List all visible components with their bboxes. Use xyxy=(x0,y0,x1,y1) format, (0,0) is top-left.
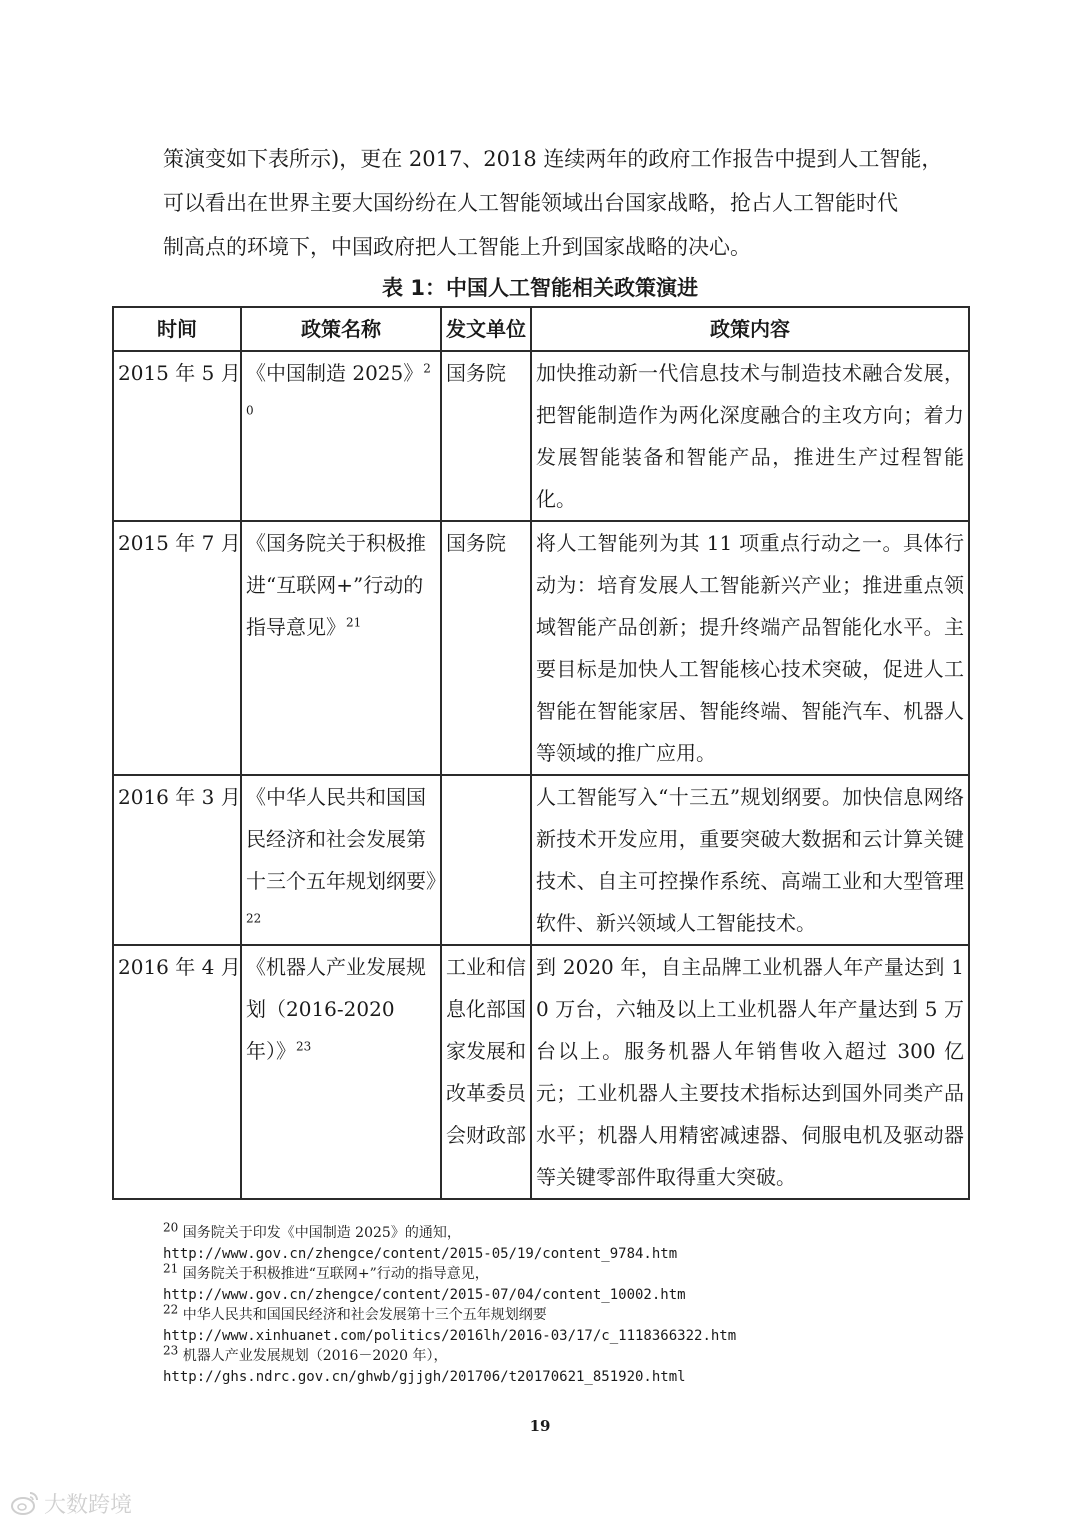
header-policy-name: 政策名称 xyxy=(241,307,441,351)
row-policy-name xyxy=(241,521,441,775)
watermark xyxy=(10,1488,132,1518)
row-time: 2016 年 4 月 xyxy=(113,945,241,1199)
footnote-url[interactable]: http://www.gov.cn/zhengce/content/2015-07/04/content_10002.htm xyxy=(163,1286,686,1303)
row-time: 2015 年 5 月 xyxy=(113,351,241,521)
header-time: 时间 xyxy=(113,307,241,351)
footnote-text: 中华人民共和国国民经济和社会发展第十三个五年规划纲要 xyxy=(182,1307,547,1323)
table-row xyxy=(113,945,969,1199)
header-issuer: 发文单位 xyxy=(441,307,531,351)
row-issuer xyxy=(441,775,531,945)
row-issuer: 工业和信息化部国家发展和改革委员会财政部 xyxy=(441,945,531,1199)
footnote-ref: 21 xyxy=(346,615,362,630)
intro-paragraph xyxy=(163,137,943,269)
policy-table xyxy=(112,306,970,1200)
row-policy-name xyxy=(241,945,441,1199)
table-row xyxy=(113,521,969,775)
row-issuer: 国务院 xyxy=(441,351,531,521)
footnote-text: 机器人产业发展规划（2016－2020 年）， xyxy=(182,1348,448,1364)
intro-line: 策演变如下表所示)，更在 2017、2018 连续两年的政府工作报告中提到人工智能， xyxy=(163,147,943,171)
table-caption: 表 1：中国人工智能相关政策演进 xyxy=(382,276,698,300)
table-header-row xyxy=(113,307,969,351)
table-row xyxy=(113,775,969,945)
intro-line: 可以看出在世界主要大国纷纷在人工智能领域出台国家战略，抢占人工智能时代 xyxy=(163,191,898,215)
row-content: 到 2020 年，自主品牌工业机器人年产量达到 10 万台，六轴及以上工业机器人年产量达到 5 万台以上。服务机器人年销售收入超过 300 亿元；工业机器人主要技术指标达到国外同类产品水平；机器人用精密减速器、伺服电机及驱动器等关键零部件取得重大突破。 xyxy=(531,945,969,1199)
row-content: 加快推动新一代信息技术与制造技术融合发展，把智能制造作为两化深度融合的主攻方向；着力发展智能装备和智能产品，推进生产过程智能化。 xyxy=(531,351,969,521)
table-row xyxy=(113,351,969,521)
page-number: 19 xyxy=(529,1417,551,1435)
policy-name-text: 《机器人产业发展规划（2016-2020 年）》 xyxy=(246,955,426,1063)
footnote-number: 20 xyxy=(163,1220,179,1235)
footnote xyxy=(163,1302,963,1326)
header-content: 政策内容 xyxy=(531,307,969,351)
footnote xyxy=(163,1343,963,1367)
row-policy-name xyxy=(241,351,441,521)
footnote-ref: 20 xyxy=(246,361,431,418)
footnote-number: 23 xyxy=(163,1343,179,1358)
footnote-ref: 23 xyxy=(296,1039,312,1054)
policy-name-text: 《中华人民共和国国民经济和社会发展第十三个五年规划纲要》 xyxy=(246,785,446,893)
footnote-number: 22 xyxy=(163,1302,179,1317)
footnote-url[interactable]: http://www.xinhuanet.com/politics/2016lh/2016-03/17/c_1118366322.htm xyxy=(163,1327,737,1344)
row-content: 将人工智能列为其 11 项重点行动之一。具体行动为：培育发展人工智能新兴产业；推进重点领域智能产品创新；提升终端产品智能化水平。主要目标是加快人工智能核心技术突破，促进人工智能在智能家居、智能终端、智能汽车、机器人等领域的推广应用。 xyxy=(531,521,969,775)
footnotes xyxy=(163,1220,963,1387)
weibo-logo-icon xyxy=(10,1490,40,1516)
policy-name-text: 《国务院关于积极推进“互联网+”行动的指导意见》 xyxy=(246,531,426,639)
row-time: 2015 年 7 月 xyxy=(113,521,241,775)
watermark-text: 大数跨境 xyxy=(44,1492,133,1518)
footnote-text: 国务院关于积极推进“互联网+”行动的指导意见， xyxy=(182,1266,489,1282)
row-time: 2016 年 3 月 xyxy=(113,775,241,945)
row-policy-name xyxy=(241,775,446,945)
footnote xyxy=(163,1261,963,1285)
footnote-number: 21 xyxy=(163,1261,179,1276)
footnote-url[interactable]: http://www.gov.cn/zhengce/content/2015-05/19/content_9784.htm xyxy=(163,1245,678,1262)
footnote xyxy=(163,1220,963,1244)
footnote-url[interactable]: http://ghs.ndrc.gov.cn/ghwb/gjjgh/201706/t20170621_851920.html xyxy=(163,1368,686,1385)
footnote-ref: 22 xyxy=(246,911,262,926)
footnote-text: 国务院关于印发《中国制造 2025》的通知， xyxy=(182,1225,461,1241)
policy-name-text: 《中国制造 2025》 xyxy=(246,361,424,385)
intro-line: 制高点的环境下，中国政府把人工智能上升到国家战略的决心。 xyxy=(163,235,751,259)
row-issuer: 国务院 xyxy=(441,521,531,775)
row-content: 人工智能写入“十三五”规划纲要。加快信息网络新技术开发应用，重要突破大数据和云计算关键技术、自主可控操作系统、高端工业和大型管理软件、新兴领域人工智能技术。 xyxy=(531,775,969,945)
